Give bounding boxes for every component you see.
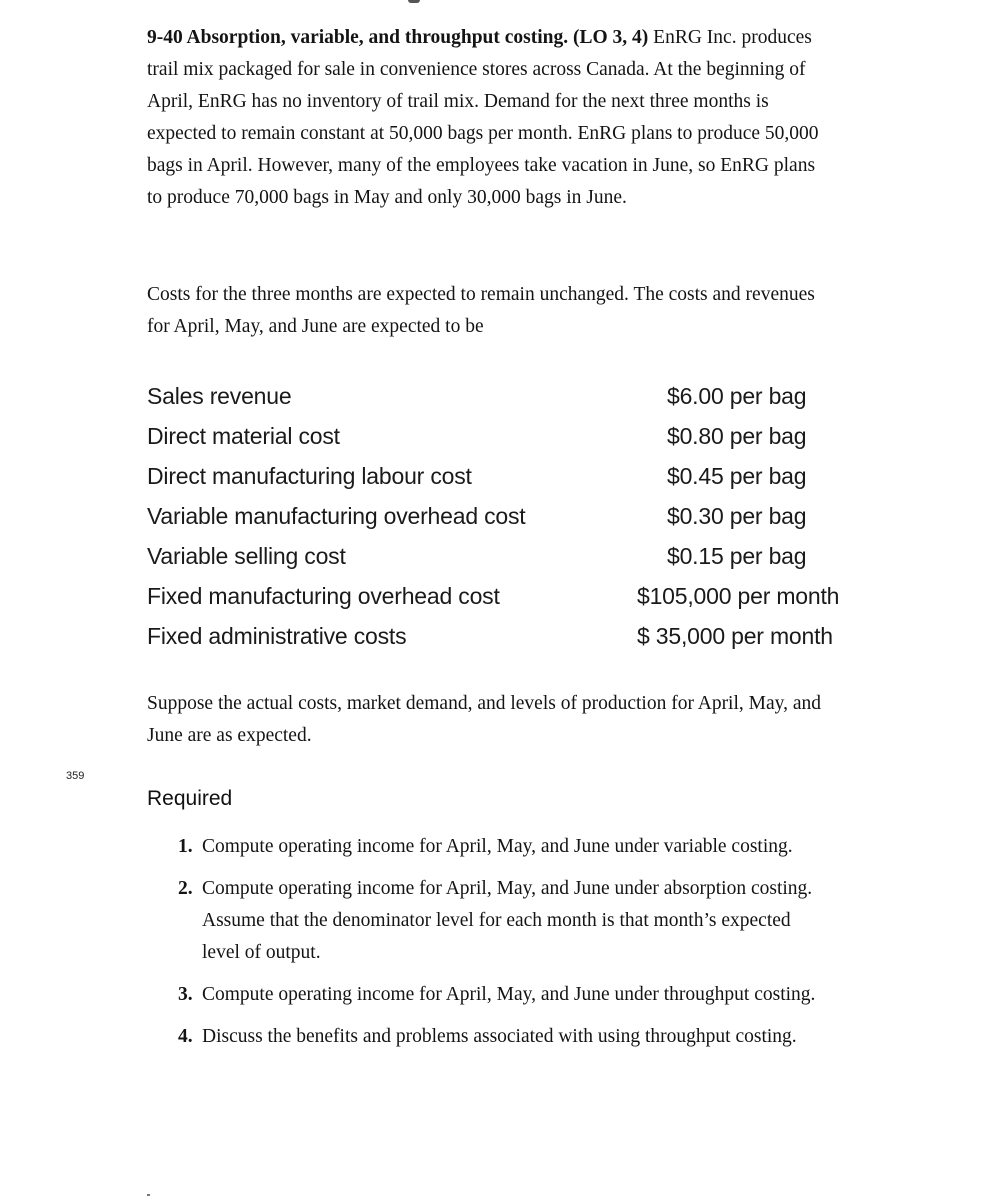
required-list	[178, 831, 818, 1063]
required-item-text: Discuss the benefits and problems associated with using throughput costing.	[202, 1026, 797, 1047]
required-item	[178, 1021, 818, 1053]
cost-label: Fixed administrative costs	[147, 623, 407, 649]
required-item-number: 1.	[178, 836, 193, 857]
cost-amount: $0.15 per bag	[667, 543, 807, 569]
page-number: 359	[66, 770, 85, 782]
cost-label: Direct material cost	[147, 423, 340, 449]
required-item-number: 3.	[178, 984, 193, 1005]
page-edge-mark	[147, 1194, 150, 1196]
cost-amount: $0.45 per bag	[667, 463, 807, 489]
cost-row-direct-material	[147, 423, 827, 463]
required-item-number: 2.	[178, 878, 193, 899]
cost-row-sales-revenue	[147, 383, 827, 423]
cost-row-variable-selling	[147, 543, 827, 583]
cost-amount: $0.30 per bag	[667, 503, 807, 529]
required-item-text: Compute operating income for April, May, and June under absorption costing. Assume that the denominator level for each month is that month’s expected level of output.	[202, 878, 813, 963]
cut-off-glyph	[408, 0, 420, 3]
cost-label: Sales revenue	[147, 383, 292, 409]
cost-amount: $ 35,000 per month	[637, 623, 833, 649]
cost-label: Variable manufacturing overhead cost	[147, 503, 526, 529]
required-item-text: Compute operating income for April, May, and June under throughput costing.	[202, 984, 816, 1005]
required-item	[178, 979, 818, 1011]
cost-amount: $105,000 per month	[637, 583, 840, 609]
problem-statement	[147, 22, 827, 214]
cost-label: Direct manufacturing labour cost	[147, 463, 472, 489]
required-item-number: 4.	[178, 1026, 193, 1047]
cost-row-direct-labour	[147, 463, 827, 503]
required-item	[178, 873, 818, 969]
assumption-paragraph: Suppose the actual costs, market demand, and levels of production for April, May, and June are as expected.	[147, 693, 822, 746]
required-heading: Required	[147, 787, 233, 810]
cost-label: Variable selling cost	[147, 543, 346, 569]
cost-row-variable-overhead	[147, 503, 827, 543]
cost-row-fixed-overhead	[147, 583, 840, 623]
problem-intro-text: EnRG Inc. produces trail mix packaged for sale in convenience stores across Canada. At the beginning of April, EnRG has no inventory of trail mix. Demand for the next three months is expected to remain constant at 50,000 bags per month. EnRG plans to produce 50,000 bags in April. However, many of the employees take vacation in June, so EnRG plans to produce 70,000 bags in May and only 30,000 bags in June.	[147, 27, 819, 208]
required-item	[178, 831, 818, 863]
cost-table	[147, 383, 840, 649]
cost-amount: $0.80 per bag	[667, 423, 807, 449]
required-item-text: Compute operating income for April, May, and June under variable costing.	[202, 836, 793, 857]
costs-intro-paragraph: Costs for the three months are expected to remain unchanged. The costs and revenues for April, May, and June are expected to be	[147, 284, 815, 337]
problem-heading: 9-40 Absorption, variable, and throughput costing. (LO 3, 4)	[147, 27, 649, 48]
cost-label: Fixed manufacturing overhead cost	[147, 583, 500, 609]
cost-row-fixed-administrative	[147, 623, 833, 663]
cost-amount: $6.00 per bag	[667, 383, 807, 409]
